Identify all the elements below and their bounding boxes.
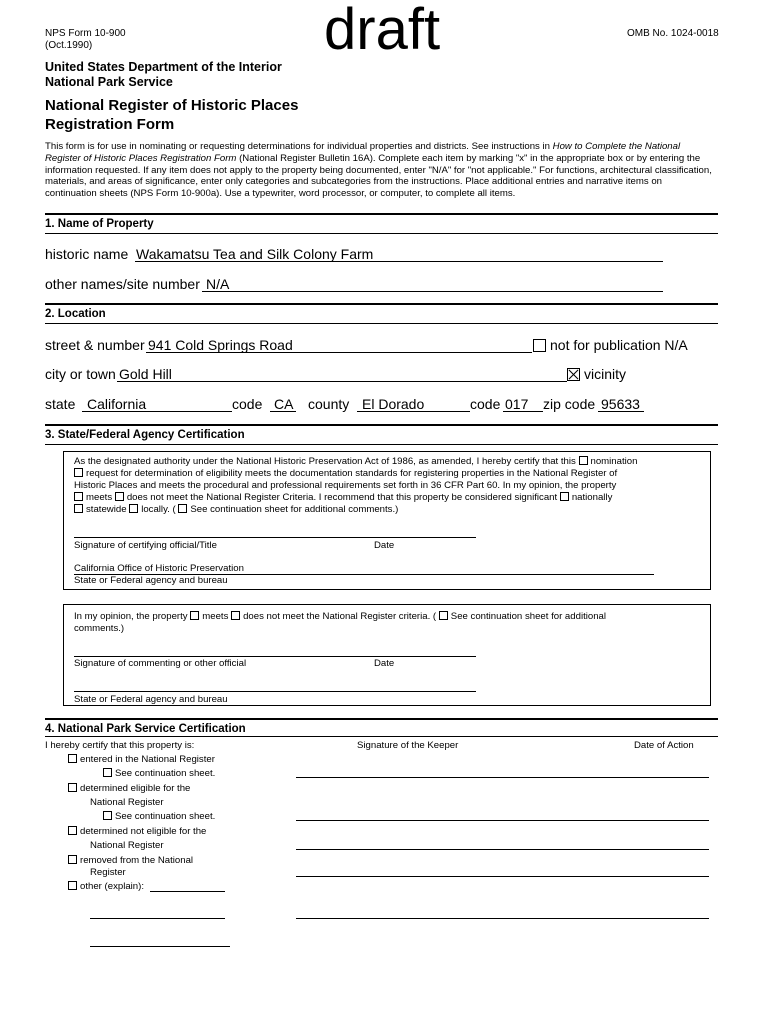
form-subtitle: Registration Form <box>45 116 175 133</box>
does-not-meet-checkbox[interactable] <box>115 492 124 501</box>
nomination-checkbox[interactable] <box>579 456 588 465</box>
field-underline <box>357 411 470 412</box>
field-underline <box>202 291 663 292</box>
checkbox[interactable] <box>103 768 112 777</box>
field-underline <box>82 411 232 412</box>
section1-heading: 1. Name of Property <box>45 218 154 230</box>
section-divider <box>45 233 718 234</box>
historic-name-value[interactable]: Wakamatsu Tea and Silk Colony Farm <box>136 246 374 262</box>
city-value[interactable]: Gold Hill <box>119 366 172 382</box>
does-not-meet-checkbox[interactable] <box>231 611 240 620</box>
section-divider <box>45 323 718 324</box>
cert-line-5: statewide locally. ( See continuation sheet for additional comments.) <box>74 504 398 516</box>
field-underline <box>270 411 296 412</box>
vicinity-option[interactable]: vicinity <box>567 366 626 383</box>
form-date: (Oct.1990) <box>45 40 93 51</box>
statewide-checkbox[interactable] <box>74 504 83 513</box>
cert-line-4: meets does not meet the National Register Criteria. I recommend that this property be considered significant nationally <box>74 492 612 504</box>
instructions-paragraph: This form is for use in nominating or requesting determinations for individual properties and districts. See instructions in How to Complete the National Register of Historic Places Registration Form (National Register Bulletin 16A). Complete each item by marking "x" in the appropriate box or by entering the information requested. If any item does not apply to the property being documented, enter "N/A" for "not applicable." For functions, architectural classification, materials, and areas of significance, enter only categories and subcategories from the instructions. Place additional entries and narrative items on continuation sheets (NPS Form 10-900a). Use a typewriter, word processor, or computer, to complete all items. <box>45 141 712 200</box>
county-label: county <box>308 396 350 412</box>
signature2-label: Signature of commenting or other official <box>74 658 247 669</box>
continuation-checkbox[interactable] <box>178 504 187 513</box>
checkbox[interactable] <box>68 855 77 864</box>
form-number: NPS Form 10-900 <box>45 28 126 39</box>
not-eligible-option[interactable]: determined not eligible for the <box>68 826 206 838</box>
meets-checkbox[interactable] <box>74 492 83 501</box>
see-continuation-option[interactable]: See continuation sheet. <box>103 768 215 780</box>
section-divider <box>45 736 718 737</box>
county-value[interactable]: El Dorado <box>362 396 425 412</box>
zip-value[interactable]: 95633 <box>601 396 640 412</box>
city-label: city or town <box>45 366 116 382</box>
form-title: National Register of Historic Places <box>45 97 299 114</box>
other-names-value[interactable]: N/A <box>206 276 230 292</box>
continuation-checkbox[interactable] <box>439 611 448 620</box>
historic-name-label: historic name <box>45 246 129 262</box>
field-underline <box>598 411 644 412</box>
department-name: United States Department of the Interior <box>45 60 282 74</box>
street-label: street & number <box>45 337 145 353</box>
checkbox[interactable] <box>533 339 546 352</box>
checkbox[interactable] <box>68 783 77 792</box>
county-code-value[interactable]: 017 <box>505 396 529 412</box>
state-label: state <box>45 396 76 412</box>
not-eligible-line-2: National Register <box>90 840 164 851</box>
entered-option[interactable]: entered in the National Register <box>68 754 215 766</box>
signature-label: Signature of certifying official/Title <box>74 540 217 551</box>
determined-eligible-line-2: National Register <box>90 797 164 808</box>
removed-line-2: Register <box>90 867 126 878</box>
cert-line-2: request for determination of eligibility meets the documentation standards for registering properties in the National Register of <box>74 468 617 480</box>
checkbox[interactable] <box>68 826 77 835</box>
cert-line-1: As the designated authority under the National Historic Preservation Act of 1986, as amended, I hereby certify that this nomination <box>74 456 638 467</box>
opinion-line-2: comments.) <box>74 623 125 634</box>
checkbox[interactable] <box>103 811 112 820</box>
checked-checkbox[interactable] <box>567 368 580 381</box>
not-for-publication[interactable]: not for publication N/A <box>533 337 688 354</box>
keeper-signature-label: Signature of the Keeper <box>357 740 459 751</box>
explain-line[interactable] <box>150 891 225 892</box>
other-names-label: other names/site number <box>45 276 200 292</box>
state-value[interactable]: California <box>87 396 147 412</box>
date-of-action-label: Date of Action <box>634 740 694 751</box>
agency-value[interactable]: California Office of Historic Preservation <box>74 563 244 574</box>
locally-checkbox[interactable] <box>129 504 138 513</box>
keeper-signature-line <box>296 849 709 850</box>
section2-heading: 2. Location <box>45 308 106 320</box>
keeper-signature-line <box>296 820 709 821</box>
state-code-label: code <box>232 396 263 412</box>
certify-statement: I hereby certify that this property is: <box>45 740 195 751</box>
date2-label: Date <box>374 658 395 669</box>
agency-label: State or Federal agency and bureau <box>74 575 228 586</box>
signature-line <box>74 537 476 538</box>
street-value[interactable]: 941 Cold Springs Road <box>148 337 293 353</box>
draft-watermark: draft <box>324 0 441 62</box>
section-divider <box>45 303 718 305</box>
checkbox[interactable] <box>68 754 77 763</box>
determined-eligible-option[interactable]: determined eligible for the <box>68 783 190 795</box>
field-underline <box>117 381 567 382</box>
request-checkbox[interactable] <box>74 468 83 477</box>
nationally-checkbox[interactable] <box>560 492 569 501</box>
removed-option[interactable]: removed from the National <box>68 855 193 867</box>
section-divider <box>45 444 718 445</box>
date-label: Date <box>374 540 395 551</box>
section-divider <box>45 424 718 426</box>
state-code-value[interactable]: CA <box>274 396 294 412</box>
meets-checkbox[interactable] <box>190 611 199 620</box>
zip-label: zip code <box>543 396 596 412</box>
signature-line <box>74 656 476 657</box>
checkbox[interactable] <box>68 881 77 890</box>
field-underline <box>135 261 663 262</box>
section3-heading: 3. State/Federal Agency Certification <box>45 429 245 441</box>
see-continuation-option[interactable]: See continuation sheet. <box>103 811 215 823</box>
keeper-signature-line <box>296 777 709 778</box>
other-option[interactable]: other (explain): <box>68 881 144 893</box>
field-underline <box>146 352 532 353</box>
explain-line[interactable] <box>90 918 225 919</box>
section-divider <box>45 213 718 215</box>
section4-heading: 4. National Park Service Certification <box>45 723 246 735</box>
keeper-signature-line <box>296 876 709 877</box>
keeper-signature-line <box>296 918 709 919</box>
service-name: National Park Service <box>45 75 173 89</box>
cert-line-3: Historic Places and meets the procedural and professional requirements set forth in 36 CFR Part 60. In my opinion, the property <box>74 480 617 491</box>
field-underline <box>74 691 476 692</box>
opinion-line-1: In my opinion, the property meets does not meet the National Register criteria. ( See continuation sheet for additional <box>74 611 607 622</box>
field-underline <box>503 411 543 412</box>
explain-line[interactable] <box>90 946 230 947</box>
county-code-label: code <box>470 396 501 412</box>
omb-number: OMB No. 1024-0018 <box>627 28 719 39</box>
section-divider <box>45 718 718 720</box>
agency2-label: State or Federal agency and bureau <box>74 694 228 705</box>
